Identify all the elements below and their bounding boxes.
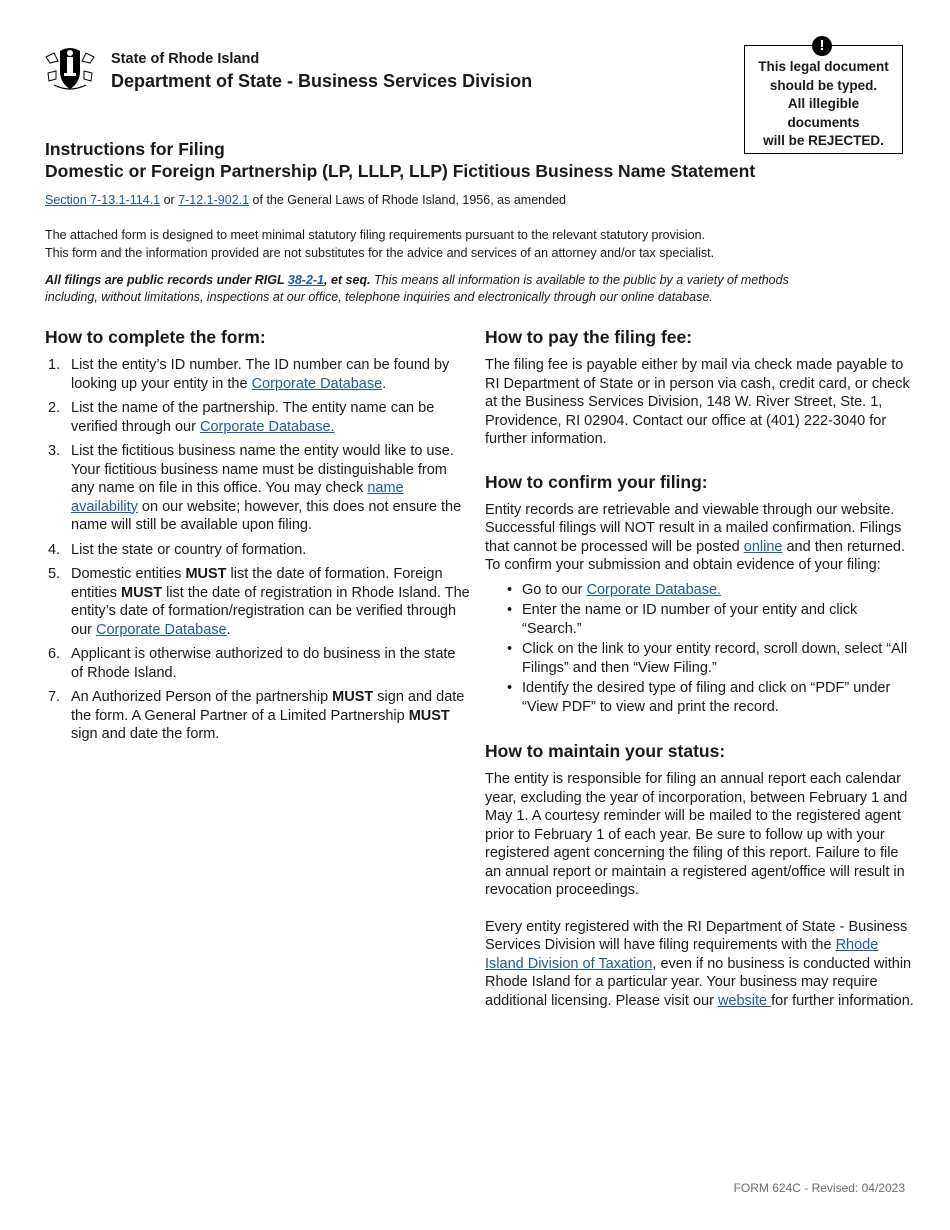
item-text: sign and date the form. A General Partner of a Limited Partnership <box>71 689 465 724</box>
notice-line: should be typed. <box>769 77 878 93</box>
must-emphasis: MUST <box>120 584 163 601</box>
confirm-text-part: and then returned. To confirm your submission and obtain evidence of your filing: <box>485 538 905 573</box>
right-column <box>485 326 915 1010</box>
corporate-database-link[interactable]: Corporate Database. <box>199 418 335 435</box>
form-revision-footer: FORM 624C - Revised: 04/2023 <box>733 1181 905 1195</box>
list-number: 5. <box>48 566 61 582</box>
item-text: list the date of formation. Foreign entities <box>71 566 443 601</box>
item-text: List the fictitious business name the entity would like to use. Your fictitious business name must be distinguishable from any name on file in this office. You may check <box>71 443 454 496</box>
item-text: on our website; however, this does not ensure the name will still be available upon filing. <box>71 498 462 533</box>
list-item <box>45 399 470 436</box>
section-heading: How to complete the form: <box>45 327 266 347</box>
division-of-taxation-link[interactable]: Rhode Island Division of Taxation <box>485 937 879 972</box>
item-text: List the state or country of formation. <box>71 541 307 558</box>
taxation-text-part: for further information. <box>771 992 914 1009</box>
list-item <box>485 679 915 716</box>
item-text: Identify the desired type of filing and click on “PDF” under “View PDF” to view and print the record. <box>522 680 891 715</box>
statute-rest: of the General Laws of Rhode Island, 1956, as amended <box>249 193 566 207</box>
department-name: Department of State - Business Services Division <box>111 71 533 91</box>
name-availability-link[interactable]: name availability <box>71 480 404 515</box>
item-text: Enter the name or ID number of your entity and click “Search.” <box>522 602 858 637</box>
statute-link-7-13-1[interactable]: Section 7-13.1-114.1 <box>45 193 161 207</box>
list-item <box>45 541 470 560</box>
list-item <box>45 688 470 744</box>
intro-line: The attached form is designed to meet minimal statutory filing requirements pursuant to the relevant statutory provision. <box>45 228 706 242</box>
public-records-notice <box>45 272 815 305</box>
statute-or: or <box>160 193 179 207</box>
must-emphasis: MUST <box>408 707 450 724</box>
taxation-text-part: Every entity registered with the RI Department of State - Business Services Division will have filing requirements with the <box>485 918 908 953</box>
confirm-text-part: Entity records are retrievable and viewable through our website. Successful filings will NOT result in a mailed confirmation. Filings that cannot be processed will be posted <box>485 501 902 555</box>
taxation-text <box>485 918 915 1011</box>
exclamation-icon: ! <box>812 36 832 56</box>
intro-line: This form and the information provided are not substitutes for the advice and services of an attorney and/or tax specialist. <box>45 246 715 260</box>
section-heading: How to confirm your filing: <box>485 471 708 492</box>
list-number: 4. <box>48 541 61 558</box>
list-item <box>485 581 915 600</box>
item-text: . <box>226 621 231 638</box>
corporate-database-link[interactable]: Corporate Database <box>96 621 227 638</box>
notice-line: All illegible <box>787 96 860 111</box>
online-link[interactable]: online <box>743 538 783 555</box>
item-text: list the date of registration in Rhode Island. The entity’s date of formation/registration can be verified through our <box>71 584 470 638</box>
instruction-list <box>45 356 470 744</box>
statute-link-7-12-1[interactable]: 7-12.1-902.1 <box>178 193 250 207</box>
section-heading: How to pay the filing fee: <box>485 327 693 347</box>
list-item <box>485 640 915 677</box>
list-number: 7. <box>48 689 61 705</box>
list-item <box>485 601 915 638</box>
website-link[interactable]: website <box>717 992 772 1009</box>
complete-form-section <box>45 326 470 750</box>
notice-line: will be REJECTED. <box>763 133 884 148</box>
list-item <box>45 442 470 535</box>
state-name: State of Rhode Island <box>111 51 260 67</box>
public-records-bold: All filings are public records under RIGL <box>45 273 288 287</box>
public-records-bold: , et seq. <box>324 273 371 287</box>
list-number: 1. <box>48 357 61 373</box>
list-item <box>45 565 470 639</box>
public-records-text: This means all information is available to the public by a variety of methods including, without limitations, inspections at our office, telephone inquiries and electronically through our online database. <box>45 273 789 304</box>
list-item <box>45 645 470 682</box>
item-text: Click on the link to your entity record, scroll down, select “All Filings” and then “View Filing.” <box>522 641 908 676</box>
item-text: sign and date the form. <box>71 726 220 742</box>
rigl-38-2-1-link[interactable]: 38-2-1 <box>287 273 325 287</box>
intro-text <box>45 226 825 262</box>
section-heading: How to maintain your status: <box>485 741 726 761</box>
statute-reference <box>45 193 566 207</box>
item-text: List the entity’s ID number. The ID number can be found by looking up your entity in the <box>71 357 450 392</box>
must-emphasis: MUST <box>185 566 227 582</box>
state-seal-icon <box>44 43 96 91</box>
item-text: . <box>382 375 387 392</box>
item-text: An Authorized Person of the partnership <box>71 689 333 705</box>
item-text: List the name of the partnership. The entity name can be verified through our <box>71 400 435 435</box>
must-emphasis: MUST <box>332 689 374 705</box>
confirm-text <box>485 501 915 575</box>
item-text: Applicant is otherwise authorized to do business in the state of Rhode Island. <box>71 646 456 681</box>
corporate-database-link[interactable]: Corporate Database <box>251 375 383 392</box>
rejection-notice-box <box>744 45 903 154</box>
maintain-text: The entity is responsible for filing an annual report each calendar year, excluding the year of incorporation, between February 1 and May 1. A courtesy reminder will be mailed to the registered agent prior to February 1 of each year. Be sure to follow up with your registered agent concerning the filing of this report. Failure to file an annual report or maintain a registered agent/office will result in revocation proceedings. <box>485 771 908 898</box>
list-item <box>45 356 470 393</box>
item-text: Domestic entities <box>71 566 186 582</box>
notice-line: documents <box>787 114 860 130</box>
pay-text: The filing fee is payable either by mail via check made payable to RI Department of State or in person via cash, credit card, or check at the Business Services Division, 148 W. River Street, Ste. 1, Providence, RI 02904. Contact our office at (401) 222-3040 for further information. <box>485 357 910 447</box>
corporate-database-link[interactable]: Corporate Database. <box>586 581 722 598</box>
list-number: 3. <box>48 443 61 459</box>
page-title: Instructions for Filing <box>45 139 225 159</box>
taxation-text-part: , even if no business is conducted within Rhode Island for a particular year. Your business may require additional licensing. Please visit our <box>485 955 912 1009</box>
notice-line: This legal document <box>758 59 889 74</box>
item-text: Go to our <box>522 581 587 598</box>
list-number: 2. <box>48 400 61 416</box>
list-number: 6. <box>48 646 61 662</box>
confirm-steps-list <box>485 581 915 717</box>
page-subtitle: Domestic or Foreign Partnership (LP, LLLP, LLP) Fictitious Business Name Statement <box>45 161 756 181</box>
